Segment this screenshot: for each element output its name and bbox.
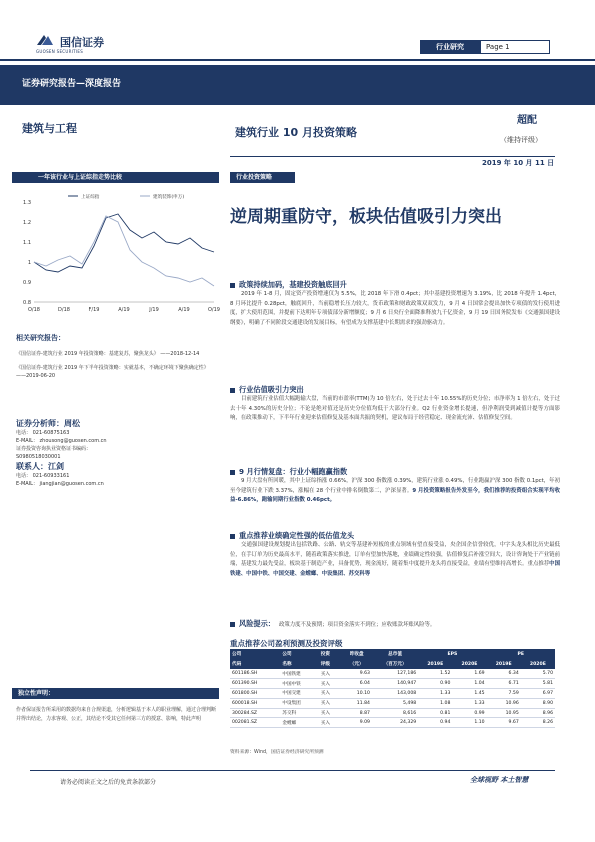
footer-disclaimer: 请务必阅读正文之后的免责条款部分 (60, 779, 157, 786)
table-header-row (230, 659, 555, 669)
section-heading: 9 月行情复盘：行业小幅跑赢指数 (230, 466, 560, 477)
section-heading: 重点推荐业绩确定性强的低估值龙头 (230, 530, 560, 541)
table-cell: 中国交建 (280, 689, 318, 699)
section-paragraph: 2019 年 1-8 月，固定资产投资增速仅为 5.5%，比 2018 年下滑 0.4pct；其中基建投资增速为 3.19%，比 2018 年提升 1.4pct，8 月环比提升 0.28pct，触底回升，当前稳增长压力较大，货币政策和财政政策双双发力，9 月 4 日国常会提出加快专项债的发行使用进度，扩大使用范围，并提前下达明年专项债部分新增额度；9 月 6 日央行全面降准释放九千亿资金，9 月 19 日国务院发布《交通强国建设纲要》，明确了不同阶段交通建设的发展目标，有望成为支撑基建中长期需求的强劲驱动力。 (230, 291, 560, 326)
table-cell: 10.10 (341, 689, 372, 699)
report-date: 2019 年 10 月 11 日 (482, 159, 555, 167)
table-cell: 600018.SH (230, 698, 280, 708)
analyst-cert-label: 证券投资咨询执业资格证书编码： (16, 446, 92, 452)
y-tick-label: 1 (27, 260, 31, 266)
section-review (230, 466, 560, 506)
table-header-cell: 昨收盘 (341, 649, 372, 659)
table-row (230, 679, 555, 689)
table-cell: 002081.SZ (230, 718, 280, 728)
table-cell: 8.26 (521, 718, 555, 728)
table-cell: 140,947 (372, 679, 418, 689)
table-cell: 0.81 (418, 708, 452, 718)
table-cell: 1.33 (452, 698, 486, 708)
section-heading: 行业估值吸引力突出 (230, 384, 560, 395)
section-valuation (230, 384, 560, 424)
table-cell: 8.87 (341, 708, 372, 718)
table-cell: 300284.SZ (230, 708, 280, 718)
bullet-square-icon (230, 622, 235, 627)
table-cell: 127,186 (372, 669, 418, 679)
table-title: 重点推荐公司盈利预测及投资评级 (230, 639, 343, 648)
table-cell: 苏交科 (280, 708, 318, 718)
table-row (230, 708, 555, 718)
table-cell: 中国铁建 (280, 669, 318, 679)
table-cell: 1.10 (452, 718, 486, 728)
x-tick-label: F/19 (88, 307, 100, 313)
table-cell: 0.94 (418, 718, 452, 728)
table-header-cell: （百万元） (372, 659, 418, 669)
table-cell: 10.96 (487, 698, 521, 708)
x-tick-label: J/19 (149, 307, 159, 313)
section-policy (230, 279, 560, 328)
table-source: 资料来源：Wind，国信证券经济研究所预测 (230, 750, 324, 755)
table-cell: 11.84 (341, 698, 372, 708)
legend-label: 上证综指 (81, 195, 100, 200)
x-tick-label: A/19 (178, 307, 190, 313)
table-cell: 601800.SH (230, 689, 280, 699)
table-cell: 5,498 (372, 698, 418, 708)
x-tick-label: O/19 (208, 307, 220, 313)
related-research-title: 相关研究报告： (16, 334, 65, 342)
bullet-square-icon (230, 388, 235, 393)
table-cell: 9.09 (341, 718, 372, 728)
table-cell: 中设集团 (280, 698, 318, 708)
y-tick-label: 0.9 (23, 280, 31, 286)
section-paragraph: 9 月大盘有所回暖，其中上证综指涨 0.66%，沪深 300 指数涨 0.39%，建筑行业涨 0.49%，行业跑赢沪深 300 指数 0.1pct，年初至今建筑行业下跌 3.37%，涨幅在 28 个行业中排名倒数第二，沪深显著。9 月投资策略报告外发至今，我们推荐的投资组合实现平均收益-6.86%，跑输同期行业指数 0.46pct。 (230, 478, 560, 503)
table-cell: 8.90 (521, 698, 555, 708)
series-line-0 (34, 214, 214, 272)
table-cell: 5.81 (521, 679, 555, 689)
x-tick-label: D/18 (58, 307, 70, 313)
report-category: 证券研究报告—深度报告 (22, 79, 122, 89)
table-cell: 6.04 (341, 679, 372, 689)
table-cell: 601390.SH (230, 679, 280, 689)
contact-name: 联系人：江剑 (16, 462, 64, 471)
table-header-cell: 名称 (280, 659, 318, 669)
section-paragraph: 交通强国建设规划提出包括铁路、公路、轨交等基建补短板的重点领域有望直接受益，央企国企信誉较优，中字头龙头相比历史最低位，在手订单为历史最高水平，随着政策落实推进，订单有望加快落地，业绩确定性较强，估值修复后补涨空间大，设计咨询处于产业链前端，基建发力最先受益，板块基于制造产业，具备优势，现金流好，随着集中度提升龙头将直接受益，业绩有望维持高增长。重点推荐中国铁建、中国中铁、中国交建、金螳螂、中设集团、苏交科等 (230, 542, 560, 577)
table-cell: 1.52 (418, 669, 452, 679)
analyst-block (16, 418, 216, 488)
table-cell: 1.33 (418, 689, 452, 699)
guosen-logo-icon (36, 33, 54, 47)
table-cell: 中国中铁 (280, 679, 318, 689)
table-cell: 8.96 (521, 708, 555, 718)
header-divider (0, 59, 595, 61)
table-cell: 7.59 (487, 689, 521, 699)
contact-email: E-MAIL： jiangjian@guosen.com.cn (16, 481, 104, 487)
section-recommend (230, 530, 560, 579)
series-line-1 (34, 216, 214, 286)
table-cell: 6.97 (521, 689, 555, 699)
table-header-cell: 代码 (230, 659, 280, 669)
table-cell: 6.34 (487, 669, 521, 679)
document-title: 建筑行业 10 月投资策略 (235, 126, 357, 139)
table-cell: 9.63 (341, 669, 372, 679)
table-cell: 6.71 (487, 679, 521, 689)
table-header-cell: 评级 (319, 659, 342, 669)
table-cell: 买入 (319, 669, 342, 679)
headline: 逆周期重防守，板块估值吸引力突出 (230, 207, 502, 227)
analyst-email: E-MAIL： zhousong@guosen.com.cn (16, 438, 107, 444)
analyst-phone: 电话： 021-60875163 (16, 430, 70, 436)
footer-divider (30, 770, 555, 771)
strategy-tag: 行业投资策略 (230, 172, 295, 183)
related-research (16, 334, 216, 380)
legend-label: 建筑装饰(申万) (153, 195, 185, 200)
table-cell: 买入 (319, 679, 342, 689)
table-cell: 0.99 (452, 708, 486, 718)
table-cell: 1.04 (452, 679, 486, 689)
table-row (230, 689, 555, 699)
section-paragraph: 目前建筑行业估值大幅跑输大盘，当前的市盈率(TTM)为 10 倍左右，处于过去十年 10.55%的历史分位；市净率为 1 倍左右，处于过去十年 4.30%的历史分位；不论是绝对值还是历史分位值均低于大部分行业。Q2 行业资金增长提速，但净利润受到减值计提等方面影响，在政策推动下，下半年行业迎来估值修复及基本面共振的契机，建议布局于经营稳定、现金流充沛、估值修复空间。 (230, 396, 560, 421)
table-cell: 601186.SH (230, 669, 280, 679)
y-tick-label: 1.1 (23, 240, 31, 246)
analyst-name: 证券分析师：周松 (16, 419, 80, 428)
chart-section-bar: 一年该行业与上证综指走势比较 (12, 172, 219, 183)
table-header-cell: 投资 (319, 649, 342, 659)
table-cell: 1.69 (452, 669, 486, 679)
table-cell: 0.90 (418, 679, 452, 689)
table-header-cell: EPS (418, 649, 486, 659)
table-cell: 143,008 (372, 689, 418, 699)
disclaimer-bar: 独立性声明： (12, 688, 219, 699)
section-heading: 风险提示： 政策力度不及预期；项目资金落实不到位；应收账款坏账风险等。 (230, 618, 560, 631)
table-header-row (230, 649, 555, 659)
date-divider (230, 156, 555, 157)
table-cell: 买入 (319, 698, 342, 708)
analyst-cert-number: S0980518030001 (16, 454, 61, 460)
table-header-cell: （元） (341, 659, 372, 669)
page-number: Page 1 (480, 40, 550, 54)
logo-subtext: GUOSEN SECURITIES (36, 49, 84, 54)
table-cell: 5.70 (521, 669, 555, 679)
related-item: 《国信证券-建筑行业 2019 年下半年投资策略：实就基本，不确定环境下聚焦确定性》 ——2019-06-20 (16, 365, 209, 379)
footer-slogan: 全球视野 本土智慧 (470, 776, 529, 784)
table-header-cell: 2019E (418, 659, 452, 669)
disclaimer-text: 作者保证报告所采用的数据均来自合规渠道，分析逻辑基于本人的职业理解，通过合理判断并得出结论，力求客观、公正，其结论不受其它任何第三方的授意、影响，特此声明 (16, 707, 217, 722)
table-header-cell: 2019E (487, 659, 521, 669)
table-header-cell: 2020E (521, 659, 555, 669)
table-cell: 1.08 (418, 698, 452, 708)
table-cell: 9.67 (487, 718, 521, 728)
report-type-badge: 行业研究 (420, 40, 480, 54)
earnings-forecast-table (230, 649, 555, 728)
table-header-cell: PE (487, 649, 555, 659)
y-tick-label: 1.3 (23, 200, 31, 206)
y-tick-label: 0.8 (23, 300, 31, 306)
table-cell: 买入 (319, 718, 342, 728)
sector-name: 建筑与工程 (22, 122, 77, 135)
table-cell: 金螳螂 (280, 718, 318, 728)
industry-vs-index-chart (12, 184, 222, 322)
rating: 超配 (517, 115, 537, 126)
y-tick-label: 1.2 (23, 220, 31, 226)
table-cell: 买入 (319, 708, 342, 718)
related-item: 《国信证券-建筑行业 2019 年投资策略：基建复苏，聚焦龙头》 ——2018-12-14 (16, 351, 200, 357)
table-cell: 1.45 (452, 689, 486, 699)
table-header-cell: 公司 (230, 649, 280, 659)
x-tick-label: A/19 (118, 307, 130, 313)
contact-phone: 电话： 021-60933161 (16, 473, 70, 479)
table-row (230, 669, 555, 679)
x-tick-label: O/18 (28, 307, 40, 313)
table-row (230, 698, 555, 708)
rating-note: （维持评级） (500, 136, 542, 144)
section-risk (230, 618, 560, 631)
table-cell: 8,616 (372, 708, 418, 718)
logo-text: 国信证券 (60, 36, 104, 49)
bullet-square-icon (230, 283, 235, 288)
table-row (230, 718, 555, 728)
table-header-cell: 公司 (280, 649, 318, 659)
table-cell: 10.95 (487, 708, 521, 718)
section-heading: 政策持续加码，基建投资触底回升 (230, 279, 560, 290)
bullet-square-icon (230, 534, 235, 539)
bullet-square-icon (230, 470, 235, 475)
table-cell: 24,329 (372, 718, 418, 728)
table-header-cell: 总市值 (372, 649, 418, 659)
table-cell: 买入 (319, 689, 342, 699)
table-header-cell: 2020E (452, 659, 486, 669)
